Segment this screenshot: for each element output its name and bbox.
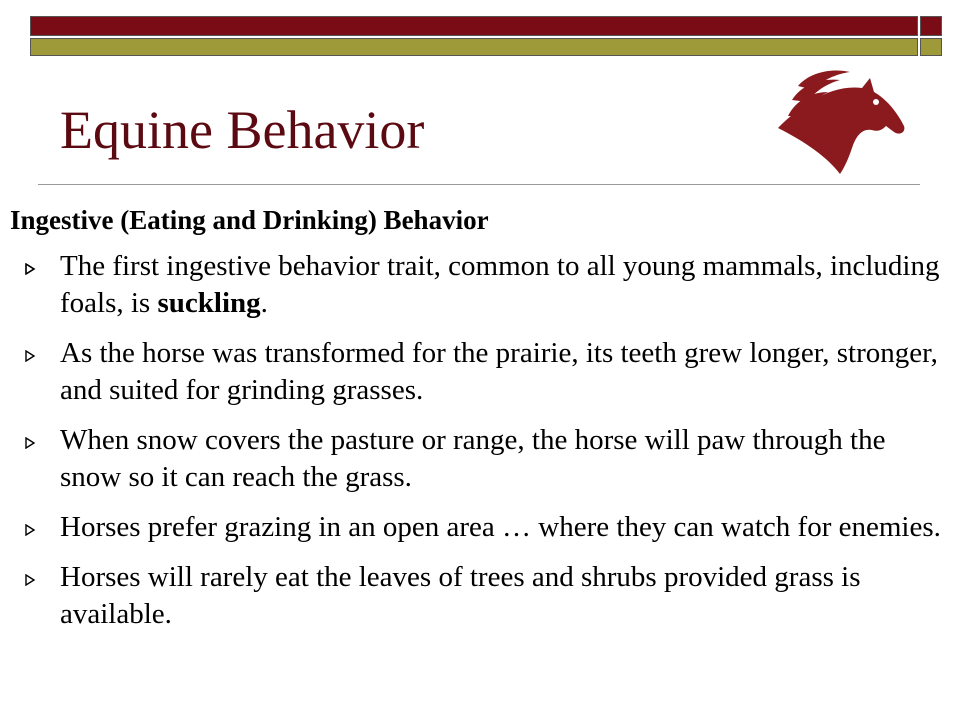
section-subtitle: Ingestive (Eating and Drinking) Behavior (10, 205, 489, 235)
bullet-text: The first ingestive behavior trait, common to all young mammals, including foals, is (60, 250, 940, 319)
bullet-item (10, 559, 945, 633)
title-divider (38, 184, 920, 185)
bullet-item (10, 248, 945, 322)
arrow-bullet-icon (24, 437, 36, 449)
bullet-item (10, 335, 945, 409)
bullet-text: When snow covers the pasture or range, the horse will paw through the snow so it can reach the grass. (60, 424, 886, 493)
arrow-bullet-icon (24, 574, 36, 586)
bullet-bold-text: suckling (157, 287, 261, 319)
bullet-text-end: . (260, 287, 268, 319)
bullet-text: Horses prefer grazing in an open area … where they can watch for enemies. (60, 511, 941, 543)
arrow-bullet-icon (24, 263, 36, 275)
bullet-text: As the horse was transformed for the prairie, its teeth grew longer, stronger, and suited for grinding grasses. (60, 337, 938, 406)
top-accent-bar-olive (30, 38, 918, 56)
bullet-list (10, 248, 945, 646)
bullet-item (10, 422, 945, 496)
bullet-item (10, 509, 945, 546)
top-accent-square-red (920, 16, 942, 36)
top-accent-bar-red (30, 16, 918, 36)
slide-title: Equine Behavior (60, 100, 425, 160)
horse-head-icon (770, 66, 910, 176)
bullet-text: Horses will rarely eat the leaves of trees and shrubs provided grass is available. (60, 561, 861, 630)
arrow-bullet-icon (24, 524, 36, 536)
top-accent-square-olive (920, 38, 942, 56)
arrow-bullet-icon (24, 350, 36, 362)
